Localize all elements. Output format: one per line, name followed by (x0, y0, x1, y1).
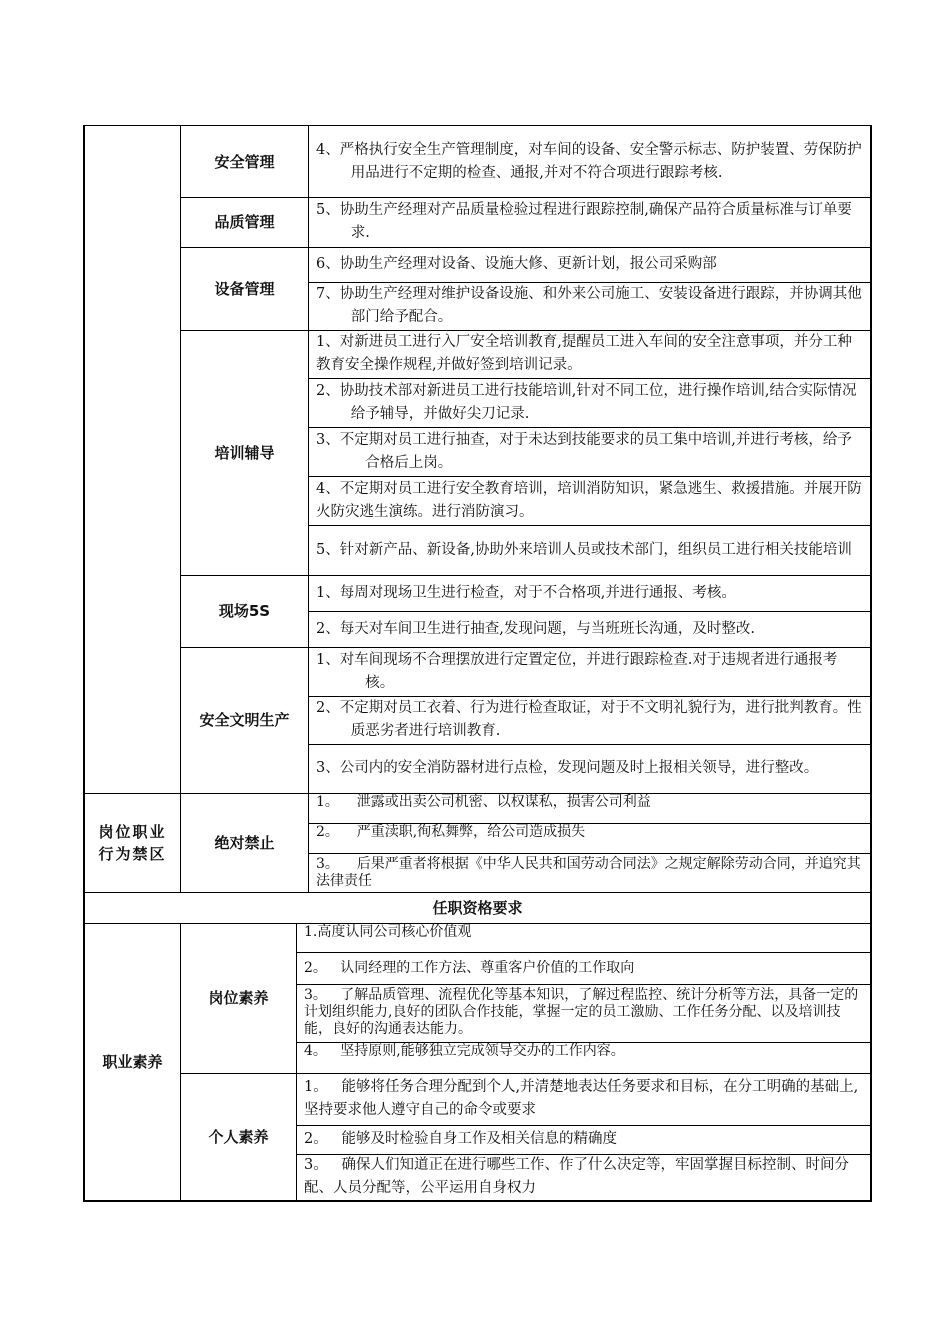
table-divider (308, 744, 871, 745)
table-divider (180, 575, 871, 576)
table-divider (308, 525, 871, 526)
table-divider (180, 125, 181, 893)
table-divider (180, 647, 871, 648)
label-personal-quality: 个人素养 (208, 1127, 269, 1146)
category-label-civil-production: 安全文明生产 (199, 711, 290, 729)
table-divider (308, 282, 871, 283)
table-divider (308, 696, 871, 697)
label-position-quality: 岗位素养 (208, 989, 269, 1007)
table-divider (296, 1154, 871, 1155)
table-border (83, 1200, 872, 1202)
duty-item: 1、每周对现场卫生进行检查，对于不合格项,并进行通报、考核。 (316, 584, 736, 601)
table-divider (83, 793, 872, 794)
personal-quality-item: 2。 能够及时检验自身工作及相关信息的精确度 (304, 1131, 618, 1147)
table-divider (180, 330, 871, 331)
table-divider (180, 247, 871, 248)
table-border (83, 125, 872, 126)
table-divider (296, 952, 871, 953)
position-quality-item: 1.高度认同公司核心价值观 (304, 924, 472, 940)
duty-item: 2、协助技术部对新进员工进行技能培训,针对不同工位，进行操作培训,结合实际情况给予辅导，并做好尖刀记录. (316, 382, 857, 422)
category-label-quality: 品质管理 (214, 213, 275, 231)
table-divider (296, 1042, 871, 1043)
table-divider (308, 476, 871, 477)
category-label-training: 培训辅导 (214, 443, 275, 462)
category-label-forbidden: 岗位职业行为禁区 (98, 822, 167, 863)
table-divider (308, 427, 871, 428)
duty-item: 4、不定期对员工进行安全教育培训，培训消防知识，紧急逃生、救援措施。并展开防火防灾逃生演练。进行消防演习。 (316, 480, 862, 520)
duty-item: 3、不定期对员工进行抽查，对于未达到技能要求的员工集中培训,并进行考核，给予合格后上岗。 (316, 431, 852, 471)
duty-item: 1、对新进员工进行入厂安全培训教育,提醒员工进入车间的安全注意事项，并分工种教育安全操作规程,并做好签到培训记录。 (316, 334, 852, 373)
duty-item: 5、协助生产经理对产品质量检验过程进行跟踪控制,确保产品符合质量标准与订单要求. (316, 202, 852, 241)
table-divider (308, 853, 871, 854)
forbidden-item: 1。 泄露或出卖公司机密、以权谋私，损害公司利益 (316, 794, 651, 810)
table-divider (83, 892, 872, 893)
table-divider (180, 923, 181, 1201)
forbidden-item: 3。 后果严重者将根据《中华人民共和国劳动合同法》之规定解除劳动合同，并追究其法律责任 (316, 855, 861, 889)
table-border (83, 125, 85, 1201)
duty-item: 6、协助生产经理对设备、设施大修、更新计划，报公司采购部 (316, 256, 717, 272)
position-quality-item: 3。 了解品质管理、流程优化等基本知识，了解过程监控、统计分析等方法，具备一定的计划组织能力,良好的团队合作技能，掌握一定的员工激励、工作任务分配、以及培训技能，良好的沟通表达能力。 (304, 987, 859, 1037)
table-divider (296, 923, 297, 1201)
category-label-equipment: 设备管理 (214, 279, 275, 298)
category-label-safety: 安全管理 (214, 152, 275, 171)
duty-item: 5、针对新产品、新设备,协助外来培训人员或技术部门，组织员工进行相关技能培训 (316, 541, 852, 558)
table-divider (296, 984, 871, 985)
category-label-professional-quality: 职业素养 (102, 1052, 163, 1071)
table-divider (83, 923, 872, 924)
duty-item: 2、每天对车间卫生进行抽查,发现问题，与当班班长沟通，及时整改. (316, 620, 755, 637)
personal-quality-item: 1。 能够将任务合理分配到个人,并清楚地表达任务要求和目标，在分工明确的基础上,坚持要求他人遵守自己的命令或要求 (304, 1079, 859, 1118)
table-divider (308, 823, 871, 824)
category-label-site-5s: 现场5S (218, 602, 271, 620)
table-divider (308, 378, 871, 379)
personal-quality-item: 3。 确保人们知道正在进行哪些工作、作了什么决定等，牢固掌握目标控制、时间分配、人员分配等，公平运用自身权力 (304, 1157, 850, 1196)
duty-item: 1、对车间现场不合理摆放进行定置定位，并进行跟踪检查.对于违规者进行通报考核。 (316, 651, 838, 691)
duty-item: 3、公司内的安全消防器材进行点检，发现问题及时上报相关领导，进行整改。 (316, 760, 819, 776)
forbidden-item: 2。 严重渎职,徇私舞弊，给公司造成损失 (316, 824, 586, 840)
table-divider (308, 611, 871, 612)
duty-item: 2、不定期对员工衣着、行为进行检查取证，对于不文明礼貌行为，进行批判教育。性质恶劣者进行培训教育. (316, 700, 862, 739)
label-absolutely-forbidden: 绝对禁止 (214, 833, 275, 852)
duty-item: 7、协助生产经理对维护设备设施、和外来公司施工、安装设备进行跟踪，并协调其他部门给予配合。 (316, 286, 862, 325)
table-divider (308, 125, 309, 893)
section-title-requirements: 任职资格要求 (432, 899, 523, 917)
table-divider (296, 1125, 871, 1126)
duty-item: 4、严格执行安全生产管理制度，对车间的设备、安全警示标志、防护装置、劳保防护用品进行不定期的检查、通报,并对不符合项进行跟踪考核. (316, 141, 862, 181)
table-border (870, 125, 872, 1201)
table-divider (180, 1073, 871, 1074)
position-quality-item: 4。 坚持原则,能够独立完成领导交办的工作内容。 (304, 1043, 625, 1059)
position-quality-item: 2。 认同经理的工作方法、尊重客户价值的工作取向 (304, 959, 635, 976)
table-divider (180, 197, 871, 198)
